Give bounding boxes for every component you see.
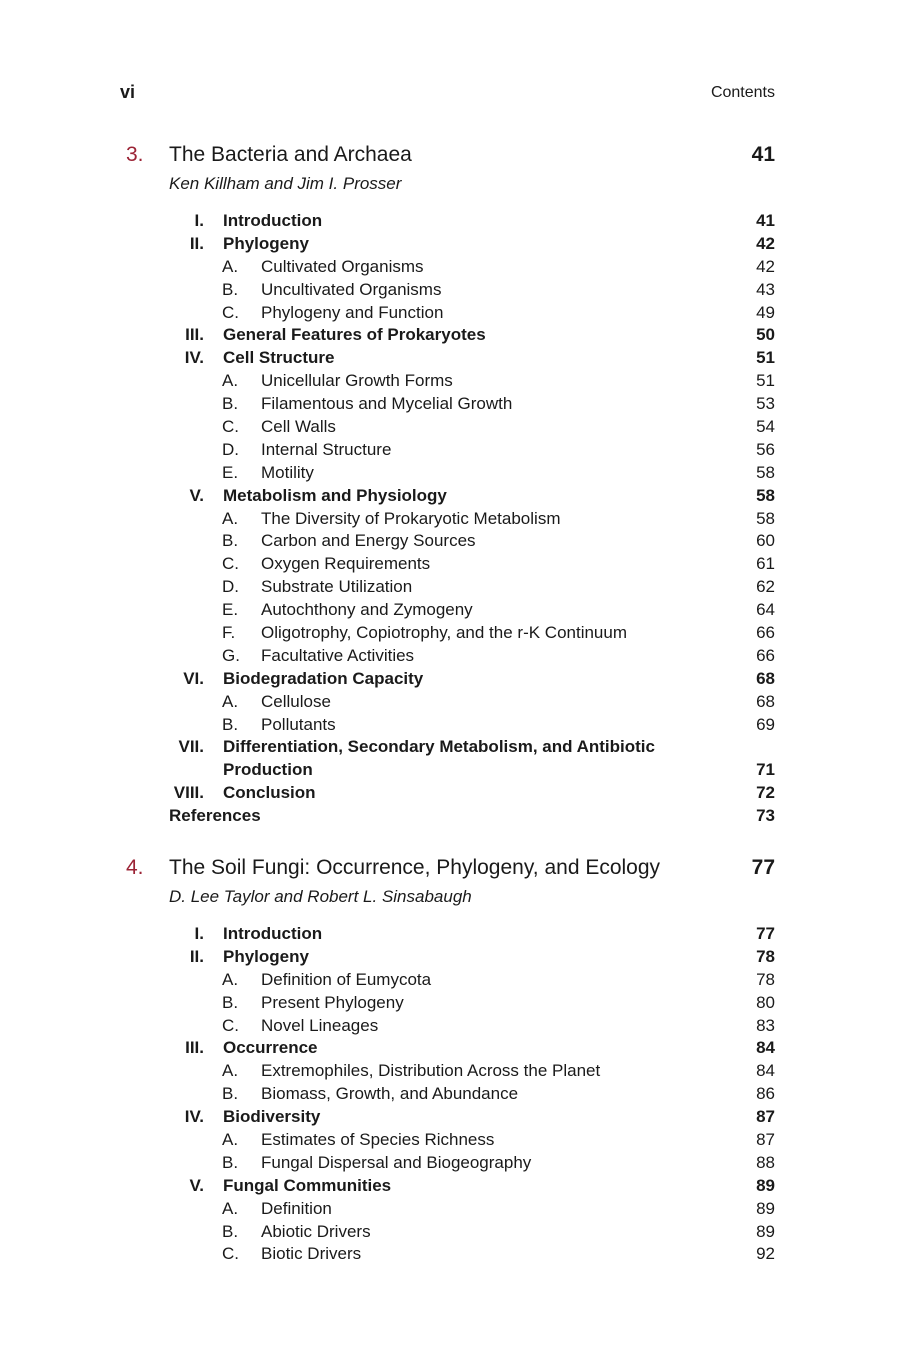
toc-entry-number: D. xyxy=(222,577,239,597)
toc-entry-number: A. xyxy=(222,1130,239,1150)
toc-entry-label: Cell Structure xyxy=(223,348,335,368)
toc-entry-number: B. xyxy=(222,394,239,414)
toc-entry-number: C. xyxy=(222,1244,239,1264)
toc-entry-number: E. xyxy=(222,462,239,482)
toc-entry-label: Oxygen Requirements xyxy=(261,554,431,574)
toc-entry-label: Substrate Utilization xyxy=(261,577,413,597)
toc-entry-label: Abiotic Drivers xyxy=(261,1221,371,1241)
chapter-title: The Soil Fungi: Occurrence, Phylogeny, and Ecology xyxy=(169,856,661,879)
toc-entry-page: 87 xyxy=(756,1130,775,1150)
toc-entry-label: References xyxy=(169,806,261,826)
toc-entry-number: II. xyxy=(189,233,204,253)
toc-subsection xyxy=(0,370,900,393)
toc-entry-page: 78 xyxy=(756,969,775,989)
toc-subsection xyxy=(0,622,900,645)
toc-section xyxy=(0,210,900,233)
toc-entry-number: B. xyxy=(222,279,239,299)
toc-entry-number: V. xyxy=(189,1175,204,1195)
toc-entry-number: I. xyxy=(194,924,204,943)
toc-subsection xyxy=(0,256,900,279)
toc-entry-label: Biodiversity xyxy=(223,1107,321,1127)
toc-entry-label: Phylogeny and Function xyxy=(261,302,444,322)
toc-entry-page: 51 xyxy=(756,371,775,391)
toc-entry-label: Internal Structure xyxy=(261,439,392,459)
chapter-number: 4. xyxy=(126,856,144,879)
toc-entry-number: C. xyxy=(222,554,239,574)
toc-subsection xyxy=(0,1083,900,1106)
toc-subsection xyxy=(0,1129,900,1152)
toc-entry-label: Phylogeny xyxy=(223,233,309,253)
toc-entry-number: III. xyxy=(185,325,204,345)
toc-subsection xyxy=(0,645,900,668)
toc-entry-number: A. xyxy=(222,1198,239,1218)
toc-entry-number: C. xyxy=(222,417,239,437)
toc-entry-page: 77 xyxy=(756,924,775,943)
toc-section xyxy=(0,233,900,256)
toc-entry-page: 83 xyxy=(756,1015,775,1035)
toc-entry-label: Uncultivated Organisms xyxy=(261,279,442,299)
toc-entry-number: C. xyxy=(222,1015,239,1035)
toc-entry-page: 68 xyxy=(756,691,775,711)
toc-entry-label: Conclusion xyxy=(223,783,316,803)
toc-entry-number: B. xyxy=(222,1152,239,1172)
chapter-heading xyxy=(0,143,900,175)
toc-subsection xyxy=(0,1152,900,1175)
toc-entry-number: E. xyxy=(222,600,239,620)
toc-entry-number: D. xyxy=(222,439,239,459)
toc-entry-page: 89 xyxy=(756,1221,775,1241)
chapter-3 xyxy=(0,143,900,193)
toc-entry-label: Differentiation, Secondary Metabolism, and Antibiotic xyxy=(223,737,655,757)
toc-entry-page: 84 xyxy=(756,1038,775,1058)
toc-entry-label: Production xyxy=(223,760,313,780)
toc-subsection xyxy=(0,691,900,714)
toc-entry-page: 66 xyxy=(756,645,775,665)
toc-entry-label: Metabolism and Physiology xyxy=(223,485,447,505)
toc-subsection xyxy=(0,462,900,485)
toc-entry-page: 87 xyxy=(756,1107,775,1127)
toc-subsection xyxy=(0,1198,900,1221)
toc-entry-page: 78 xyxy=(756,946,775,966)
toc-section xyxy=(0,1037,900,1060)
toc-entry-number: IV. xyxy=(184,348,204,368)
toc-entry-label: The Diversity of Prokaryotic Metabolism xyxy=(261,508,561,528)
toc-entry-page: 92 xyxy=(756,1244,775,1264)
toc-section xyxy=(0,923,900,946)
chapter-4-entries xyxy=(0,923,900,1266)
toc-entry-label: Oligotrophy, Copiotrophy, and the r-K Continuum xyxy=(261,623,628,643)
chapter-page: 41 xyxy=(751,143,775,166)
toc-entry-page: 50 xyxy=(756,325,775,345)
toc-entry-label: Pollutants xyxy=(261,714,336,734)
toc-entry-label: Introduction xyxy=(223,924,323,943)
toc-entry-page: 68 xyxy=(756,668,775,688)
chapter-authors: Ken Killham and Jim I. Prosser xyxy=(169,174,402,193)
toc-section xyxy=(0,324,900,347)
toc-entry-page: 73 xyxy=(756,806,775,826)
toc-entry-label: Phylogeny xyxy=(223,946,309,966)
toc-entry-page: 64 xyxy=(756,600,775,620)
toc-entry-label: Filamentous and Mycelial Growth xyxy=(261,394,513,414)
toc-subsection xyxy=(0,714,900,737)
toc-entry-label: Carbon and Energy Sources xyxy=(261,531,476,551)
toc-section xyxy=(0,782,900,805)
toc-entry-number: F. xyxy=(222,623,236,643)
toc-entry-page: 58 xyxy=(756,485,775,505)
toc-subsection xyxy=(0,416,900,439)
toc-section xyxy=(0,485,900,508)
toc-entry-label: Fungal Dispersal and Biogeography xyxy=(261,1152,532,1172)
toc-entry-number: V. xyxy=(189,485,204,505)
toc-entry-label: Occurrence xyxy=(223,1038,318,1058)
toc-subsection xyxy=(0,1221,900,1244)
toc-entry-label: General Features of Prokaryotes xyxy=(223,325,486,345)
toc-entry-label: Definition xyxy=(261,1198,332,1218)
toc-entry-label: Present Phylogeny xyxy=(261,992,404,1012)
toc-subsection xyxy=(0,302,900,325)
toc-subsection xyxy=(0,530,900,553)
toc-subsection xyxy=(0,553,900,576)
toc-entry-number: B. xyxy=(222,1221,239,1241)
toc-entry-page: 69 xyxy=(756,714,775,734)
toc-entry-number: A. xyxy=(222,371,239,391)
toc-entry-label: Motility xyxy=(261,462,314,482)
toc-entry-page: 51 xyxy=(756,348,775,368)
toc-subsection xyxy=(0,1015,900,1038)
toc-entry-number: B. xyxy=(222,531,239,551)
toc-entry-label: Unicellular Growth Forms xyxy=(261,371,453,391)
toc-entry-page: 84 xyxy=(756,1061,775,1081)
toc-references xyxy=(0,805,900,828)
toc-entry-number: VI. xyxy=(183,668,204,688)
toc-entry-page: 62 xyxy=(756,577,775,597)
toc-subsection xyxy=(0,599,900,622)
chapter-3-entries xyxy=(0,210,900,828)
toc-entry-label: Fungal Communities xyxy=(223,1175,392,1195)
toc-entry-number: A. xyxy=(222,1061,239,1081)
toc-entry-label: Extremophiles, Distribution Across the Planet xyxy=(261,1061,601,1081)
toc-section xyxy=(0,736,900,759)
toc-entry-number: II. xyxy=(189,946,204,966)
toc-entry-label: Introduction xyxy=(223,211,323,230)
toc-entry-number: VII. xyxy=(178,737,204,757)
chapter-heading xyxy=(0,856,900,888)
chapter-title: The Bacteria and Archaea xyxy=(169,143,412,166)
toc-subsection xyxy=(0,508,900,531)
toc-entry-page: 88 xyxy=(756,1152,775,1172)
toc-entry-label: Novel Lineages xyxy=(261,1015,379,1035)
toc-entry-number: G. xyxy=(222,645,240,665)
chapter-authors: D. Lee Taylor and Robert L. Sinsabaugh xyxy=(169,887,472,906)
toc-entry-number: B. xyxy=(222,1084,239,1104)
toc-entry-page: 86 xyxy=(756,1084,775,1104)
toc-entry-page: 43 xyxy=(756,279,775,299)
toc-entry-label: Cellulose xyxy=(261,691,331,711)
toc-subsection xyxy=(0,992,900,1015)
toc-entry-page: 56 xyxy=(756,439,775,459)
page-number: vi xyxy=(120,82,136,102)
toc-section xyxy=(0,1106,900,1129)
toc-entry-page: 80 xyxy=(756,992,775,1012)
toc-subsection xyxy=(0,969,900,992)
toc-entry-number: B. xyxy=(222,992,239,1012)
toc-section xyxy=(0,668,900,691)
toc-entry-number: B. xyxy=(222,714,239,734)
toc-subsection xyxy=(0,439,900,462)
toc-entry-page: 41 xyxy=(756,211,775,230)
toc-subsection xyxy=(0,576,900,599)
toc-section xyxy=(0,1175,900,1198)
toc-entry-page: 42 xyxy=(756,233,775,253)
toc-entry-label: Cell Walls xyxy=(261,417,336,437)
toc-entry-page: 71 xyxy=(756,760,775,780)
toc-entry-page: 89 xyxy=(756,1198,775,1218)
chapter-number: 3. xyxy=(126,143,144,166)
toc-entry-number: A. xyxy=(222,256,239,276)
toc-entry-label: Autochthony and Zymogeny xyxy=(261,600,473,620)
toc-entry-number: A. xyxy=(222,969,239,989)
toc-entry-page: 49 xyxy=(756,302,775,322)
toc-subsection xyxy=(0,279,900,302)
chapter-4 xyxy=(0,856,900,906)
toc-entry-number: VIII. xyxy=(173,783,204,803)
toc-entry-page: 72 xyxy=(756,783,775,803)
toc-entry-page: 42 xyxy=(756,256,775,276)
toc-entry-page: 54 xyxy=(756,417,775,437)
toc-entry-number: I. xyxy=(194,211,204,230)
toc-entry-page: 66 xyxy=(756,623,775,643)
toc-entry-label: Definition of Eumycota xyxy=(261,969,432,989)
running-head: Contents xyxy=(710,84,775,101)
toc-entry-label: Facultative Activities xyxy=(261,645,415,665)
toc-entry-number: A. xyxy=(222,691,239,711)
toc-entry-page: 58 xyxy=(756,462,775,482)
toc-entry-page: 58 xyxy=(756,508,775,528)
toc-section xyxy=(0,946,900,969)
toc-entry-label: Biotic Drivers xyxy=(261,1244,362,1264)
toc-entry-label: Biodegradation Capacity xyxy=(223,668,424,688)
toc-entry-page: 53 xyxy=(756,394,775,414)
toc-entry-number: III. xyxy=(185,1038,204,1058)
toc-entry-page: 89 xyxy=(756,1175,775,1195)
toc-entry-page: 60 xyxy=(756,531,775,551)
toc-subsection xyxy=(0,1060,900,1083)
toc-entry-number: A. xyxy=(222,508,239,528)
toc-entry-page: 61 xyxy=(756,554,775,574)
toc-entry-label: Biomass, Growth, and Abundance xyxy=(261,1084,519,1104)
toc-entry-number: IV. xyxy=(184,1107,204,1127)
toc-section xyxy=(0,347,900,370)
chapter-page: 77 xyxy=(751,856,775,879)
toc-section xyxy=(0,759,900,782)
toc-subsection xyxy=(0,1243,900,1266)
toc-entry-number: C. xyxy=(222,302,239,322)
toc-entry-label: Cultivated Organisms xyxy=(261,256,424,276)
toc-entry-label: Estimates of Species Richness xyxy=(261,1130,495,1150)
toc-subsection xyxy=(0,393,900,416)
